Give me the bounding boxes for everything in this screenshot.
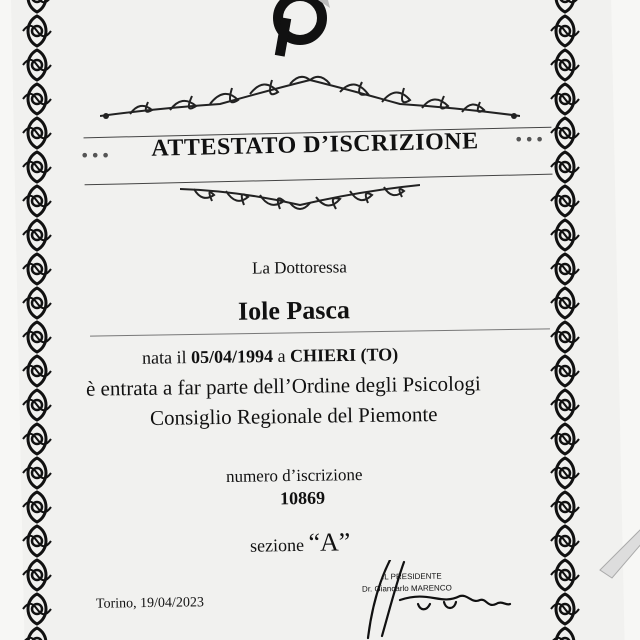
section-label: sezione <box>249 534 305 556</box>
salutation: La Dottoressa <box>251 257 348 278</box>
ordine-logo-icon <box>268 0 338 62</box>
recipient-name: Iole Pasca <box>237 295 351 326</box>
birth-prefix: nata il <box>141 347 187 368</box>
dot-ornament-right: ••• <box>514 130 546 149</box>
signatory-name: Dr. Giancarlo MARENCO <box>361 583 452 594</box>
scroll-ornament-top <box>100 68 520 128</box>
decorative-border-left <box>20 0 54 640</box>
birth-place-prefix: a <box>277 345 286 366</box>
decorative-border-right <box>548 0 582 640</box>
signatory-role: IL PRESIDENTE <box>381 571 442 582</box>
signature-scribble <box>360 560 520 640</box>
place-date: Torino, 19/04/2023 <box>95 595 204 612</box>
birth-place: CHIERI (TO) <box>289 344 399 366</box>
certificate-title: ATTESTATO D’ISCRIZIONE <box>151 128 479 162</box>
registration-number: 10869 <box>279 487 326 509</box>
birth-line <box>142 344 398 369</box>
scroll-ornament-bottom <box>180 175 420 220</box>
statement-line-2: Consiglio Regionale del Piemonte <box>149 401 438 431</box>
paper-scuff <box>590 520 640 580</box>
statement-line-1: è entrata a far parte dell’Ordine degli Psicologi <box>85 371 481 401</box>
section-line <box>250 527 351 558</box>
dot-ornament-left: ••• <box>80 146 112 165</box>
section-value: “A” <box>308 527 351 557</box>
registration-label: numero d’iscrizione <box>225 465 363 486</box>
birth-date: 05/04/1994 <box>190 345 274 368</box>
